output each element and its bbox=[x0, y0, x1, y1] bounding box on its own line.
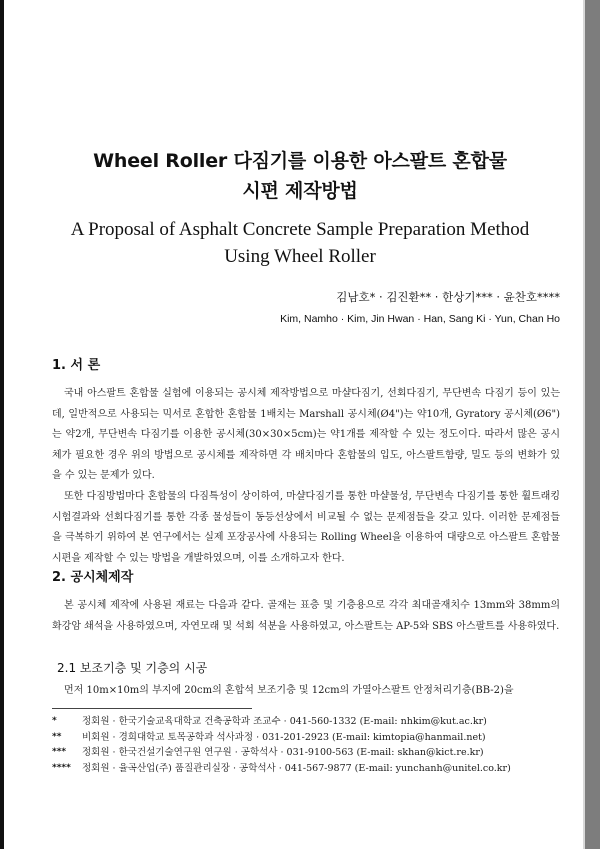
section-2-1-paragraph-1: 먼저 10m×10m의 부지에 20cm의 혼합석 보조기층 및 12cm의 가열아스팔트 안정처리기층(BB-2)을 bbox=[64, 685, 514, 696]
section-2-paragraph-1: 본 공시체 제작에 사용된 재료는 다음과 같다. 골재는 표층 및 기층용으로 각각 최대골재치수 13mm와 38mm의 화강암 쇄석을 사용하였으며, 자연모래 및 석회 석분을 사용하였고, 아스팔트는 AP-5와 SBS 아스팔트를 사용하였다. bbox=[52, 600, 560, 632]
section-1-paragraph-2: 또한 다짐방법마다 혼합물의 다짐특성이 상이하여, 마샬다짐기를 통한 마샬물성, 무단변속 다짐기를 통한 휠트래킹 시험결과와 선회다짐기를 통한 각종 물성들이 동등선상에서 비교될 수 없는 문제점들을 갖고 있다. 이러한 문제점들을 극복하기 위하여 본 연구에서는 실제 포장공사에 사용되는 Rolling Wheel을 이용하여 대량으로 아스팔트 혼합물 시편을 제작할 수 있는 방법을 개발하였으며, 이를 소개하고자 한다. bbox=[52, 490, 560, 564]
footnote bbox=[52, 730, 562, 746]
footnote-text: 비회원 · 경희대학교 토목공학과 석사과정 · 031-201-2923 (E-mail: kimtopia@hanmail.net) bbox=[82, 731, 486, 743]
footnote-text: 정회원 · 한국기술교육대학교 건축공학과 조교수 · 041-560-1332 (E-mail: nhkim@kut.ac.kr) bbox=[82, 716, 487, 727]
footnotes bbox=[52, 714, 562, 776]
korean-title bbox=[40, 146, 560, 206]
scan-edge-left bbox=[0, 0, 4, 849]
section-1-paragraph-1: 국내 아스팔트 혼합물 실험에 이용되는 공시체 제작방법으로 마샬다짐기, 선회다짐기, 무단변속 다짐기 등이 있는데, 일반적으로 사용되는 믹서로 혼합한 혼합물 1배치는 Marshall 공시체(Ø4")는 약10개, Gyratory 공시체(Ø6")는 약2개, 무단변속 다짐기를 이용한 공시체(30×30×5cm)는 약1개를 제작할 수 있는 정도이다. 따라서 많은 공시체가 필요한 경우 위의 방법으로 공시체를 제작하면 각 배치마다 혼합물의 입도, 아스팔트함량, 밀도 등의 변화가 있을 수 있는 문제가 있다. bbox=[52, 388, 560, 482]
english-title bbox=[40, 216, 560, 270]
scan-edge-right-highlight bbox=[583, 0, 585, 849]
korean-title-line-1: Wheel Roller 다짐기를 이용한 아스팔트 혼합물 bbox=[93, 150, 507, 172]
footnote bbox=[52, 745, 562, 761]
footnote-mark: ** bbox=[52, 731, 62, 742]
footnote-text: 정회원 · 율곡산업(주) 품질관리실장 · 공학석사 · 041-567-9877 (E-mail: yunchanh@unitel.co.kr) bbox=[82, 762, 511, 774]
authors-english: Kim, Namho · Kim, Jin Hwan · Han, Sang Ki · Yun, Chan Ho bbox=[280, 313, 560, 325]
section-2-1-body bbox=[52, 681, 560, 702]
footnote-divider bbox=[52, 708, 252, 709]
section-2-body bbox=[52, 596, 560, 637]
section-1-heading: 1. 서 론 bbox=[52, 358, 101, 373]
english-title-line-2: Using Wheel Roller bbox=[224, 246, 376, 267]
footnote bbox=[52, 714, 562, 730]
english-title-line-1: A Proposal of Asphalt Concrete Sample Preparation Method bbox=[70, 219, 530, 240]
korean-title-line-2: 시편 제작방법 bbox=[242, 180, 358, 202]
section-2-heading: 2. 공시체제작 bbox=[52, 570, 134, 585]
footnote-mark: * bbox=[52, 716, 57, 726]
footnote-mark: **** bbox=[52, 762, 71, 773]
authors-korean: 김남호* · 김진환** · 한상기*** · 윤찬호**** bbox=[336, 290, 560, 304]
footnote-text: 정회원 · 한국건설기술연구원 연구원 · 공학석사 · 031-9100-563 (E-mail: skhan@kict.re.kr) bbox=[82, 747, 484, 758]
scan-edge-right bbox=[583, 0, 600, 849]
section-2-1-heading: 2.1 보조기층 및 기층의 시공 bbox=[57, 661, 208, 675]
footnote bbox=[52, 761, 562, 777]
section-1-body bbox=[52, 384, 560, 569]
footnote-mark: *** bbox=[52, 747, 67, 757]
